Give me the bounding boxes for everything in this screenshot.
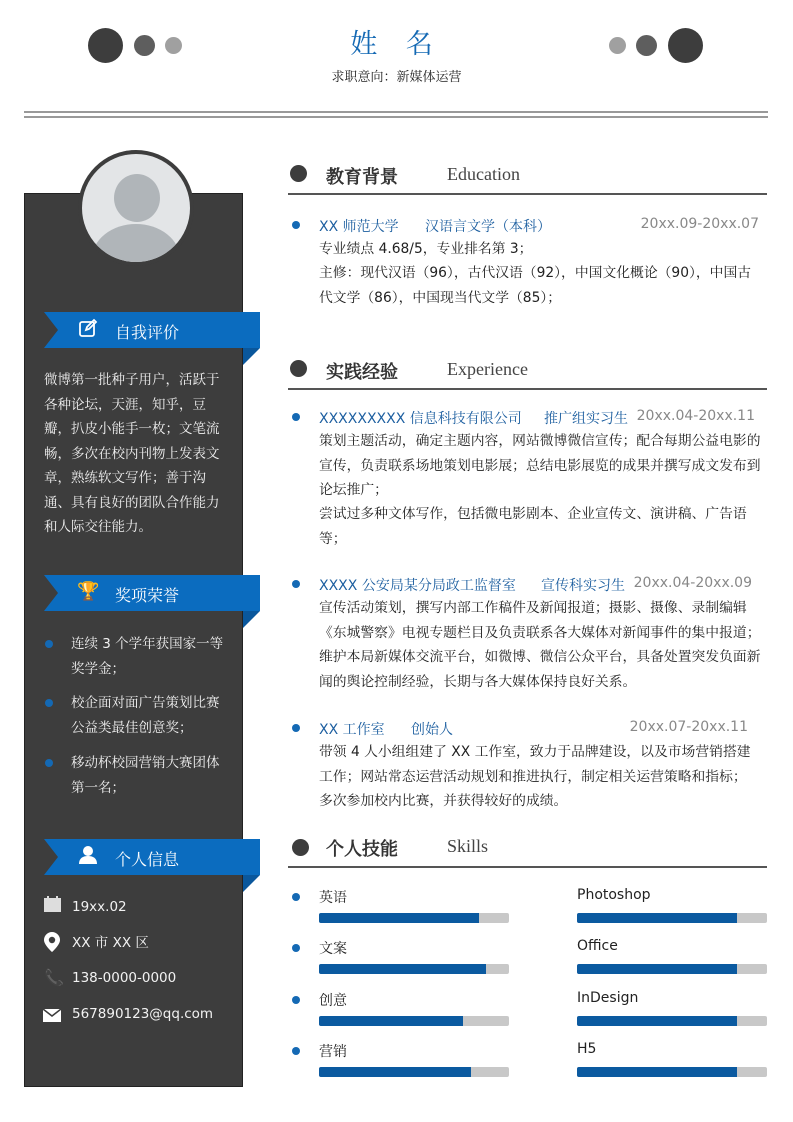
section-title-skills: 个人技能 [326,839,398,860]
skill-label: 创意 [319,993,347,1009]
divider [24,111,768,113]
banner-fold [243,348,260,365]
exp-line: 多次参加校内比赛，并获得较好的成绩。 [319,793,568,809]
skill-bar [577,964,767,974]
skill-bar [319,1016,509,1026]
info-email: 567890123@qq.com [72,1006,214,1022]
section-dot [290,165,307,182]
skill-bar-fill [319,964,486,974]
info-birth: 19xx.02 [72,899,127,915]
skill-bar-fill [577,1067,737,1077]
skill-label: InDesign [577,990,639,1006]
date: 20xx.04-20xx.09 [633,575,752,591]
edu-line: 专业绩点 4.68/5，专业排名第 3； [319,241,533,257]
org: XXXXXXXXX 信息科技有限公司 [319,411,522,427]
phone-icon: 📞 [44,968,64,987]
section-title-en: Education [447,164,520,184]
info-location: XX 市 XX 区 [72,935,149,951]
bullet [292,724,300,732]
section-title-en: Skills [447,836,489,856]
banner-fold [243,611,260,628]
divider [24,116,768,118]
skill-bar [319,913,509,923]
award-item: 校企面对面广告策划比赛公益类最佳创意奖； [71,695,220,736]
skill-label: 营销 [319,1044,347,1060]
self-eval-text: 微博第一批种子用户，活跃于各种论坛，天涯，知乎，豆瓣，扒皮小能手一枚；文笔流畅，多次在校内刊物上发表文章，熟练软文写作；善于沟通、具有良好的团队合作能力和人际交往能力。 [44,372,220,535]
skill-label: 英语 [319,890,347,906]
section-title: 个人信息 [115,850,180,869]
skill-bar [319,1067,509,1077]
award-item: 连续 3 个学年获国家一等奖学金； [71,636,224,677]
date: 20xx.09-20xx.07 [640,216,759,232]
school: XX 师范大学 [319,219,399,235]
exp-line: 策划主题活动，确定主题内容，网站微博微信宣传；配合每期公益电影的宣传，负责联系场地策划电影展；总结电影展览的成果并撰写成文发布到论坛推广； [319,433,761,498]
skill-label: H5 [577,1041,597,1057]
section-divider [288,388,767,390]
section-title-experience: 实践经验 [326,362,398,383]
trophy-icon: 🏆 [77,581,100,602]
skill-bar-fill [319,1016,463,1026]
major: 汉语言文学（本科） [425,219,551,235]
section-title: 奖项荣誉 [115,586,180,605]
location-icon [44,932,60,956]
date: 20xx.04-20xx.11 [636,408,755,424]
skill-label: Photoshop [577,887,651,903]
section-dot [292,839,309,856]
award-item: 移动杯校园营销大赛团体第一名； [71,755,220,796]
exp-line: 宣传活动策划，撰写内部工作稿件及新闻报道；摄影、摄像、录制编辑《东城警察》电视专题栏目及负责联系各大媒体对新闻事件的集中报道；维护本局新媒体交流平台，如微博、微信公众平台，具备处置突发负面新闻的舆论控制经验，长期与各大媒体保持良好关系。 [319,600,761,690]
bullet [45,699,53,707]
skill-bar [577,1016,767,1026]
bullet [45,640,53,648]
org: XXXX 公安局某分局政工监督室 [319,578,516,594]
info-phone: 138-0000-0000 [72,970,177,986]
exp-line: 带领 4 人小组组建了 XX 工作室，致力于品牌建设，以及市场营销搭建工作；网站常态运营活动规划和推进执行，制定相关运营策略和指标； [319,744,751,785]
skill-bar-fill [319,1067,471,1077]
skill-bar [319,964,509,974]
role: 宣传科实习生 [541,578,625,594]
date: 20xx.07-20xx.11 [629,719,748,735]
mail-icon [43,1007,61,1026]
skill-bar-fill [577,1016,737,1026]
skill-bar-fill [577,913,737,923]
org: XX 工作室 [319,722,385,738]
skill-bar-fill [577,964,737,974]
bullet [292,996,300,1004]
section-divider [288,866,767,868]
role: 创始人 [411,722,453,738]
section-title-education: 教育背景 [326,167,398,188]
bullet [292,413,300,421]
skill-bar-fill [319,913,479,923]
bullet [292,893,300,901]
exp-line: 尝试过多种文体写作，包括微电影剧本、企业宣传文、演讲稿、广告语等； [319,506,747,547]
section-divider [288,193,767,195]
person-icon [77,845,99,867]
skill-bar [577,1067,767,1077]
candidate-name: 姓 名 [350,29,443,60]
edu-line: 主修：现代汉语（96），古代汉语（92），中国文化概论（90），中国古代文学（86），中国现当代文学（85）； [319,265,752,306]
bullet [292,1047,300,1055]
section-title: 自我评价 [115,323,180,342]
section-dot [290,360,307,377]
role: 推广组实习生 [544,411,628,427]
edit-icon [77,318,99,340]
bullet [292,944,300,952]
avatar [78,150,194,266]
skill-label: 文案 [319,941,347,957]
calendar-icon [44,896,61,916]
bullet [292,221,300,229]
bullet [292,580,300,588]
section-title-en: Experience [447,359,528,379]
bullet [45,759,53,767]
skill-label: Office [577,938,618,954]
job-intent: 求职意向：新媒体运营 [331,70,462,85]
banner-fold [243,875,260,892]
skill-bar [577,913,767,923]
